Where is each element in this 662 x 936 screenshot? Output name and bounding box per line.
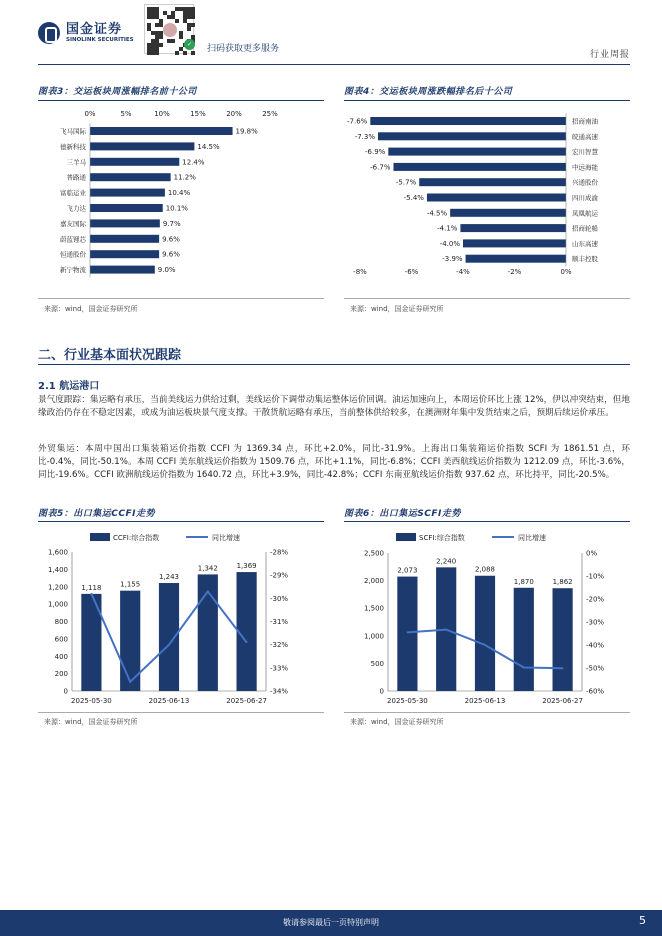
company-logo bbox=[38, 22, 134, 44]
figure4-caption-rule bbox=[344, 100, 630, 101]
legend-bar-swatch bbox=[396, 533, 416, 541]
figure3-source-rule bbox=[38, 298, 324, 299]
report-type: 行业周报 bbox=[589, 50, 630, 60]
footer-disclaimer: 敬请参阅最后一页特别声明 bbox=[283, 918, 379, 927]
value-label: -7.6% bbox=[346, 117, 368, 126]
legend-line-label: 同比增速 bbox=[518, 534, 546, 542]
y-tick-label: 0 bbox=[379, 687, 384, 696]
category-label: 招商轮船 bbox=[572, 224, 598, 233]
y-tick-label: 600 bbox=[54, 635, 68, 644]
y2-tick-label: -32% bbox=[270, 641, 289, 650]
value-label: 9.7% bbox=[162, 219, 181, 228]
bar-7 bbox=[450, 209, 566, 217]
value-label: -4.0% bbox=[439, 239, 460, 248]
value-label: -4.5% bbox=[426, 209, 448, 218]
y-tick-label: 1,400 bbox=[47, 565, 68, 574]
figure6-caption: 图表6：出口集运SCFI走势 bbox=[344, 509, 461, 519]
y2-tick-label: -31% bbox=[270, 618, 289, 626]
figure5-caption: 图表5：出口集运CCFI走势 bbox=[38, 509, 155, 519]
value-label: -5.7% bbox=[395, 178, 417, 187]
x-tick-label: -8% bbox=[353, 268, 367, 276]
bar-4 bbox=[514, 588, 534, 691]
bar-value-label: 1,862 bbox=[552, 578, 573, 587]
bar-4 bbox=[90, 173, 171, 181]
figure5-caption-rule bbox=[38, 521, 324, 522]
bar-7 bbox=[90, 219, 160, 227]
logo-icon bbox=[38, 22, 60, 44]
bar-2 bbox=[90, 142, 194, 150]
value-label: 19.8% bbox=[235, 127, 258, 136]
y2-tick-label: -60% bbox=[586, 687, 605, 696]
value-label: -5.4% bbox=[403, 194, 424, 202]
figure4-chart bbox=[340, 110, 630, 285]
yoy-point bbox=[168, 644, 170, 646]
x-tick-label: 25% bbox=[262, 110, 278, 118]
figure3-caption-rule bbox=[38, 100, 324, 101]
paragraph-sentiment: 景气度跟踪：集运略有承压，当前美线运力供给过剩，美线运价下调带动集运整体运价回调。油运加速向上，本周运价环比上涨 12%，伊以冲突结束，但地缘政治仍存在不稳定因素，或成为油运板块景气度支撑。干散货航运略有承压，当前整体供给较多，在澳洲财年集中发货结束之后，预期后续运价承压。 bbox=[38, 395, 630, 418]
bar-value-label: 2,073 bbox=[397, 566, 418, 575]
y-tick-label: 800 bbox=[54, 618, 68, 626]
x-tick-label: 2025-06-27 bbox=[226, 697, 267, 705]
bar-5 bbox=[90, 189, 165, 197]
y-tick-label: 1,000 bbox=[363, 632, 384, 641]
x-tick-label: 2025-06-13 bbox=[464, 697, 506, 705]
bar-8 bbox=[460, 224, 566, 232]
category-label: 嘉友国际 bbox=[60, 219, 86, 228]
yoy-point bbox=[129, 681, 131, 683]
section-title: 二、行业基本面状况跟踪 bbox=[38, 348, 182, 363]
category-label: 恒通股份 bbox=[60, 250, 86, 259]
header-divider bbox=[38, 64, 630, 65]
legend-line-label: 同比增速 bbox=[212, 534, 240, 542]
y2-tick-label: -34% bbox=[270, 687, 289, 696]
yoy-point bbox=[562, 667, 564, 669]
bar-6 bbox=[427, 194, 566, 202]
legend-bar-label: CCFI:综合指数 bbox=[113, 534, 160, 542]
category-label: 皖通高速 bbox=[572, 132, 598, 141]
bar-value-label: 1,342 bbox=[197, 564, 218, 573]
category-label: 德新科技 bbox=[60, 142, 86, 151]
bar-3 bbox=[388, 148, 566, 156]
value-label: 9.0% bbox=[157, 266, 176, 275]
value-label: 10.1% bbox=[165, 204, 188, 213]
figure6-caption-rule bbox=[344, 521, 630, 522]
bar-value-label: 1,118 bbox=[81, 583, 102, 592]
wechat-badge-icon: ✓ bbox=[184, 39, 195, 50]
bar-6 bbox=[90, 204, 163, 212]
value-label: 14.5% bbox=[197, 142, 220, 151]
category-label: 飞马国际 bbox=[60, 127, 86, 136]
category-label: 飞力达 bbox=[66, 204, 86, 213]
value-label: -7.3% bbox=[354, 132, 376, 141]
y2-tick-label: -29% bbox=[270, 571, 289, 580]
value-label: 12.4% bbox=[182, 158, 205, 167]
bar-value-label: 1,870 bbox=[513, 577, 534, 586]
bar-2 bbox=[378, 132, 566, 140]
value-label: -6.9% bbox=[365, 148, 386, 157]
bar-value-label: 1,155 bbox=[120, 580, 141, 589]
x-tick-label: 15% bbox=[190, 110, 206, 118]
yoy-point bbox=[91, 593, 93, 595]
figure6-source: 来源：wind，国金证券研究所 bbox=[350, 718, 444, 726]
legend-bar-swatch bbox=[90, 533, 110, 541]
y-tick-label: 200 bbox=[54, 670, 68, 679]
value-label: 9.6% bbox=[162, 250, 180, 259]
section-divider bbox=[38, 364, 630, 365]
category-label: 三羊马 bbox=[66, 158, 86, 167]
yoy-point bbox=[484, 644, 486, 646]
y-tick-label: 1,000 bbox=[47, 600, 68, 609]
value-label: 9.6% bbox=[162, 235, 180, 244]
figure5-source-rule bbox=[38, 712, 324, 713]
logo-name-en: SINOLINK SECURITIES bbox=[66, 36, 134, 43]
y2-tick-label: -28% bbox=[270, 548, 289, 557]
y2-tick-label: -20% bbox=[586, 595, 605, 604]
category-label: 蔚蓝锂芯 bbox=[60, 235, 86, 244]
page-header bbox=[0, 0, 662, 66]
figure4-source: 来源：wind，国金证券研究所 bbox=[350, 305, 444, 313]
bar-1 bbox=[370, 117, 566, 125]
figure5-chart bbox=[38, 528, 328, 710]
bar-3 bbox=[90, 158, 179, 166]
bar-9 bbox=[90, 250, 159, 258]
bar-1 bbox=[90, 127, 233, 135]
x-tick-label: -4% bbox=[456, 268, 470, 276]
yoy-point bbox=[445, 629, 447, 631]
y-tick-label: 0 bbox=[63, 687, 68, 696]
x-tick-label: 10% bbox=[154, 110, 170, 118]
bar-5 bbox=[553, 588, 573, 691]
category-label: 兴通股份 bbox=[572, 178, 598, 187]
x-tick-label: 2025-06-13 bbox=[148, 697, 190, 705]
bar-value-label: 1,243 bbox=[158, 573, 180, 582]
y-tick-label: 2,500 bbox=[363, 549, 384, 558]
bar-3 bbox=[475, 576, 495, 691]
y2-tick-label: -50% bbox=[586, 664, 605, 673]
x-tick-label: 2025-06-27 bbox=[542, 697, 583, 705]
paragraph-container-freight: 外贸集运：本周中国出口集装箱运价指数 CCFI 为 1369.34 点，环比+2.0%，同比-31.9%。上海出口集装箱运价指数 SCFI 为 1861.51 点，环比-0.4%，同比-50.1%。本周 CCFI 美东航线运价指数为 1509.76 点，环比+1.1%，同比-6.8%；CCFI 美西航线运价指数为 1212.09 点，环比-3.6%，同比-19.6%。CCFI 欧洲航线运价指数为 1640.72 点，环比+3.9%，同比-42.8%；CCFI 东南亚航线运价指数 937.62 点，环比持平，同比-20.5%。 bbox=[38, 444, 630, 480]
figure6-chart bbox=[344, 528, 634, 710]
bar-3 bbox=[159, 583, 179, 691]
y2-tick-label: -10% bbox=[586, 572, 605, 581]
y-tick-label: 1,600 bbox=[47, 548, 68, 557]
x-tick-label: 5% bbox=[120, 110, 132, 118]
y2-tick-label: -30% bbox=[586, 618, 605, 627]
value-label: -3.9% bbox=[442, 255, 463, 264]
legend-bar-label: SCFI:综合指数 bbox=[419, 534, 465, 542]
bar-value-label: 2,088 bbox=[474, 565, 496, 574]
y2-tick-label: -33% bbox=[270, 664, 289, 673]
figure6-source-rule bbox=[344, 712, 630, 713]
bar-5 bbox=[419, 178, 566, 186]
y-tick-label: 400 bbox=[54, 652, 68, 661]
x-tick-label: 0% bbox=[84, 110, 96, 118]
page-number: 5 bbox=[639, 914, 646, 927]
y2-tick-label: -30% bbox=[270, 594, 289, 603]
logo-name-cn: 国金证券 bbox=[66, 21, 123, 37]
category-label: 中远海能 bbox=[572, 163, 598, 172]
figure3-source: 来源：wind，国金证券研究所 bbox=[44, 305, 138, 313]
value-label: 11.2% bbox=[173, 173, 196, 182]
y-tick-label: 1,500 bbox=[363, 604, 384, 613]
y2-tick-label: 0% bbox=[586, 549, 598, 558]
subsection-title: 2.1 航运港口 bbox=[38, 381, 100, 392]
category-label: 四川成渝 bbox=[572, 194, 598, 202]
x-tick-label: -6% bbox=[404, 268, 419, 276]
category-label: 凤凰航运 bbox=[572, 209, 598, 218]
scan-prompt: 扫码获取更多服务 bbox=[207, 44, 280, 54]
category-label: 招商南油 bbox=[572, 117, 598, 126]
figure3-caption: 图表3：交运板块周涨幅排名前十公司 bbox=[38, 87, 197, 97]
x-tick-label: 2025-05-30 bbox=[387, 697, 428, 705]
yoy-point bbox=[207, 591, 209, 593]
x-tick-label: 2025-05-30 bbox=[71, 697, 112, 705]
bar-9 bbox=[463, 239, 566, 247]
figure3-chart bbox=[38, 104, 328, 284]
yoy-point bbox=[523, 667, 525, 669]
y-tick-label: 500 bbox=[370, 659, 384, 668]
value-label: -4.1% bbox=[437, 224, 458, 233]
category-label: 山东高速 bbox=[572, 239, 598, 248]
x-tick-label: -2% bbox=[507, 268, 522, 276]
bar-8 bbox=[90, 235, 159, 243]
figure4-caption: 图表4：交运板块周涨跌幅排名后十公司 bbox=[344, 87, 513, 97]
bar-1 bbox=[397, 577, 417, 691]
bar-value-label: 2,240 bbox=[436, 557, 457, 566]
bar-10 bbox=[466, 255, 566, 263]
y2-tick-label: -40% bbox=[586, 641, 605, 650]
bar-10 bbox=[90, 266, 155, 274]
figure5-source: 来源：wind，国金证券研究所 bbox=[44, 718, 138, 726]
x-tick-label: 20% bbox=[226, 110, 242, 118]
yoy-point bbox=[246, 642, 248, 644]
bar-4 bbox=[393, 163, 566, 171]
category-label: 顺丰控股 bbox=[572, 255, 598, 264]
y-tick-label: 2,000 bbox=[363, 577, 384, 586]
category-label: 普路通 bbox=[66, 173, 86, 182]
category-label: 富临运业 bbox=[60, 189, 86, 198]
yoy-point bbox=[407, 632, 409, 634]
value-label: -6.7% bbox=[370, 163, 391, 172]
category-label: 宏川智慧 bbox=[572, 148, 598, 157]
bar-value-label: 1,369 bbox=[236, 562, 257, 571]
figure4-source-rule bbox=[344, 298, 630, 299]
x-tick-label: 0% bbox=[560, 268, 572, 276]
value-label: 10.4% bbox=[167, 189, 191, 198]
category-label: 新宁物流 bbox=[60, 266, 86, 275]
y-tick-label: 1,200 bbox=[47, 583, 68, 592]
